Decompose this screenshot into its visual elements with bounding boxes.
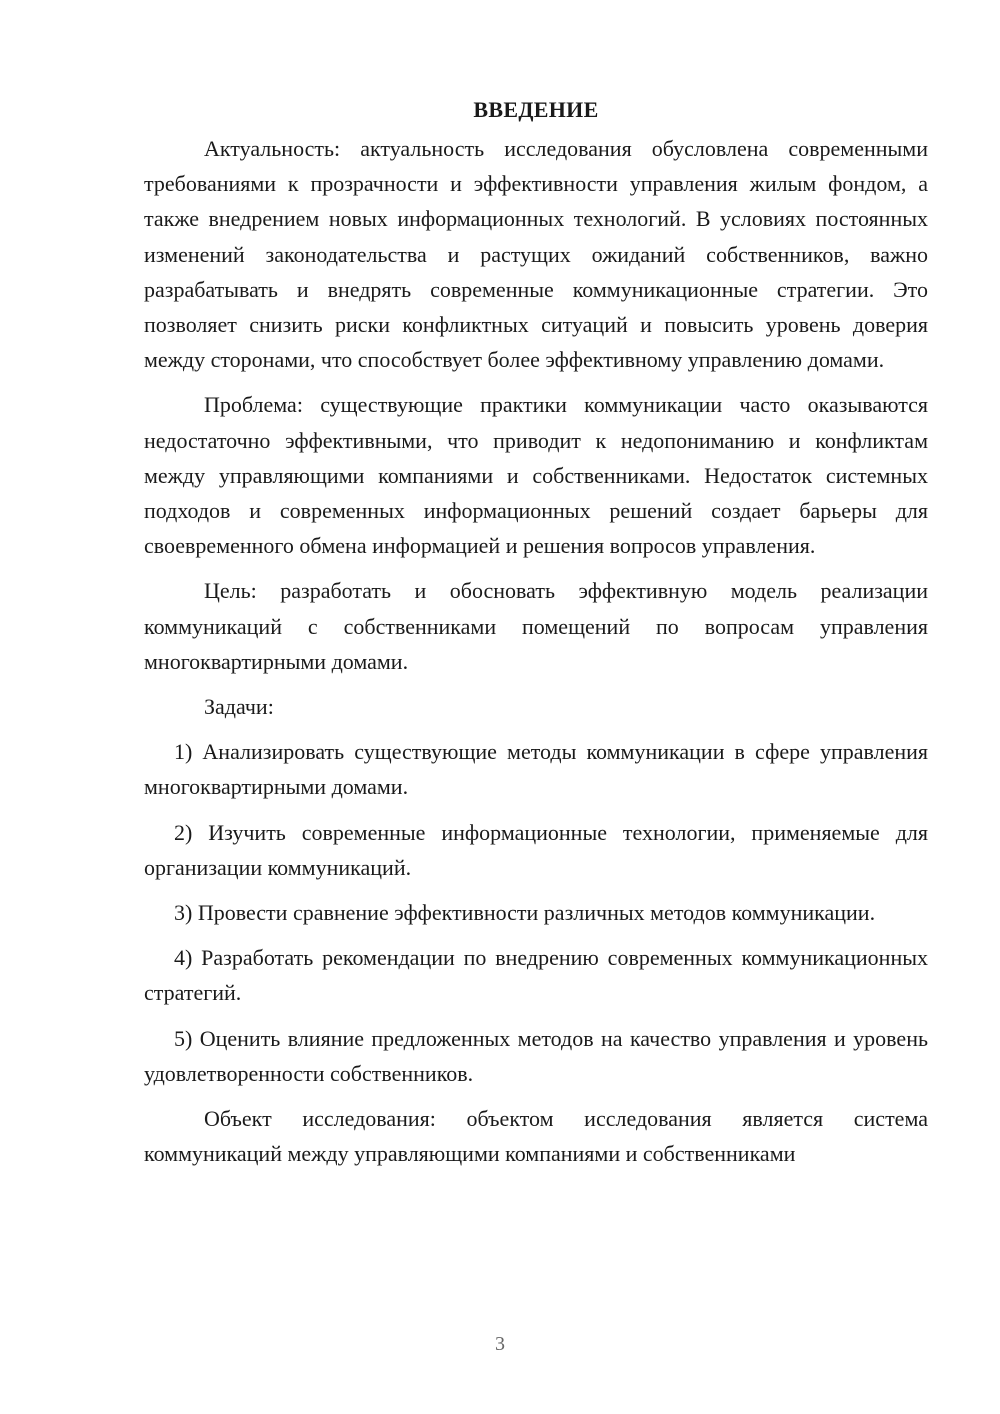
document-title: ВВЕДЕНИЕ [473,97,599,122]
page-number: 3 [495,1333,505,1355]
research-object-paragraph: Объект исследования: объектом исследования является система коммуникаций между управляющими компаниями и собственниками [144,1106,928,1167]
document-page [144,92,928,1171]
problem-paragraph: Проблема: существующие практики коммуникации часто оказываются недостаточно эффективными, что приводит к недопониманию и конфликтам между управляющими компаниями и собственниками. Недостаток системных подходов и современных информационных решений создает барьеры для своевременного обмена информацией и решения вопросов управления. [144,392,928,559]
goal-paragraph: Цель: разработать и обосновать эффективную модель реализации коммуникаций с собственниками помещений по вопросам управления многоквартирными домами. [144,578,928,674]
task-item-4: 4) Разработать рекомендации по внедрению современных коммуникационных стратегий. [144,945,928,1006]
tasks-heading: Задачи: [204,694,274,720]
relevance-paragraph: Актуальность: актуальность исследования обусловлена современными требованиями к прозрачности и эффективности управления жилым фондом, а также внедрением новых информационных технологий. В условиях постоянных изменений законодательства и растущих ожиданий собственников, важно разрабатывать и внедрять современные коммуникационные стратегии. Это позволяет снизить риски конфликтных ситуаций и повысить уровень доверия между сторонами, что способствует более эффективному управлению домами. [144,136,928,373]
task-item-2: 2) Изучить современные информационные технологии, применяемые для организации коммуникаций. [144,819,928,880]
task-item-3: 3) Провести сравнение эффективности различных методов коммуникации. [174,900,876,926]
task-item-1: 1) Анализировать существующие методы коммуникации в сфере управления многоквартирными домами. [144,739,928,800]
task-item-5: 5) Оценить влияние предложенных методов на качество управления и уровень удовлетворенности собственников. [144,1025,928,1086]
